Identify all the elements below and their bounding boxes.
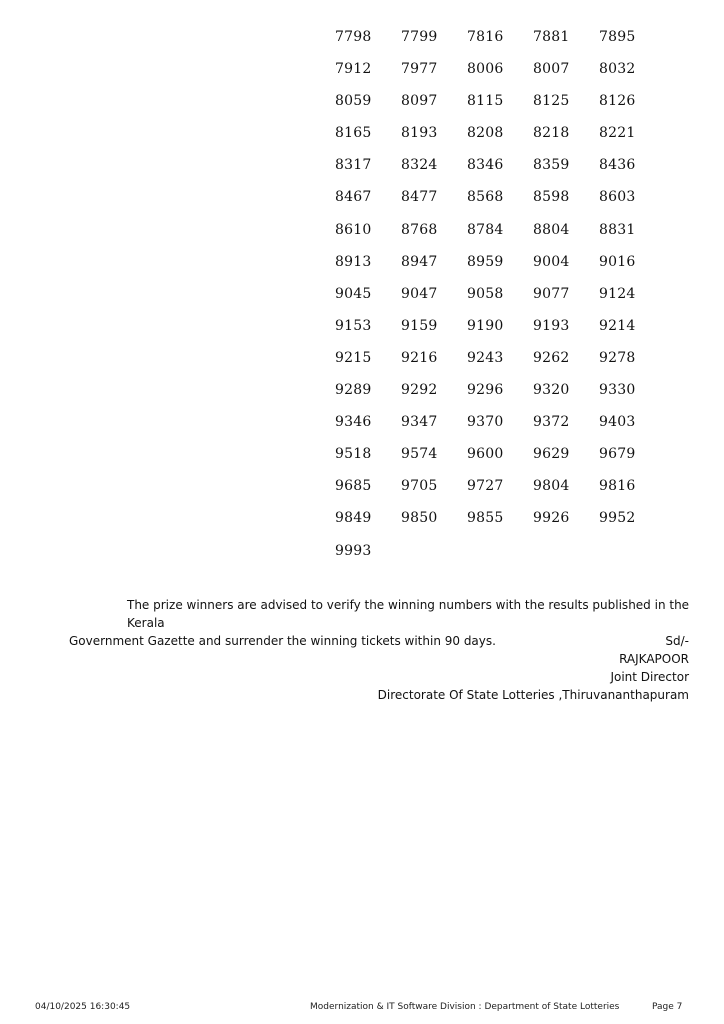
winning-number: 9159 — [401, 317, 438, 334]
winning-number: 8125 — [533, 93, 570, 110]
winning-number: 9372 — [533, 414, 570, 431]
winning-number: 9855 — [467, 510, 504, 527]
winning-number: 8359 — [533, 157, 570, 174]
winning-number: 9216 — [401, 349, 438, 366]
winning-number: 8059 — [335, 93, 372, 110]
winning-number: 9952 — [599, 510, 636, 527]
winning-number: 9320 — [533, 382, 570, 399]
signature-block — [378, 632, 689, 704]
page-footer — [0, 1000, 724, 1014]
winning-number: 8317 — [335, 157, 372, 174]
winning-number: 9004 — [533, 253, 570, 270]
winning-number: 9993 — [335, 542, 372, 559]
winning-number: 8568 — [467, 189, 504, 206]
winning-number: 9190 — [467, 317, 504, 334]
number-row — [335, 542, 665, 574]
number-row — [335, 445, 665, 477]
winning-number: 9289 — [335, 382, 372, 399]
winning-number: 9346 — [335, 414, 372, 431]
number-row — [335, 349, 665, 381]
number-row — [335, 477, 665, 509]
winning-number: 9370 — [467, 414, 504, 431]
winning-number: 8126 — [599, 93, 636, 110]
winning-number: 8324 — [401, 157, 438, 174]
signatory-office: Directorate Of State Lotteries ,Thiruvananthapuram — [377, 688, 689, 702]
winning-number: 9262 — [533, 349, 570, 366]
winning-number: 8007 — [533, 61, 570, 78]
winning-number: 8603 — [599, 189, 636, 206]
number-row — [335, 156, 665, 188]
footer-datetime: 04/10/2025 16:30:45 — [35, 1002, 131, 1012]
winning-number: 7977 — [401, 61, 438, 78]
number-row — [335, 317, 665, 349]
winning-number: 9629 — [533, 446, 570, 463]
winning-number: 8097 — [401, 93, 438, 110]
winning-number: 8165 — [335, 125, 372, 142]
winning-number: 7798 — [335, 29, 372, 45]
winning-number: 9816 — [599, 478, 636, 495]
winning-number: 8804 — [533, 221, 570, 238]
winning-number: 8208 — [467, 125, 504, 142]
winning-number: 8831 — [599, 221, 636, 238]
winning-number: 9347 — [401, 414, 438, 431]
winning-number: 9849 — [335, 510, 372, 527]
winning-number: 8193 — [401, 125, 438, 142]
winning-number: 9193 — [533, 317, 570, 334]
winning-number: 9215 — [335, 349, 372, 366]
winning-number: 9058 — [467, 285, 504, 302]
winning-number: 8006 — [467, 61, 504, 78]
winning-number: 9077 — [533, 285, 570, 302]
winning-number: 9278 — [599, 349, 636, 366]
winning-number: 8221 — [599, 125, 636, 142]
number-row — [335, 92, 665, 124]
winning-number: 9330 — [599, 382, 636, 399]
signature-sd: Sd/- — [665, 634, 689, 648]
number-row — [335, 124, 665, 156]
winning-number: 9574 — [401, 446, 438, 463]
winning-number: 9243 — [467, 349, 504, 366]
winning-number: 9292 — [401, 382, 438, 399]
winning-number: 9804 — [533, 478, 570, 495]
signatory-designation: Joint Director — [610, 670, 689, 684]
notice-line-1: The prize winners are advised to verify the winning numbers with the results published in the Kerala — [127, 598, 690, 630]
number-row — [335, 221, 665, 253]
number-row — [335, 188, 665, 220]
winning-number: 9124 — [599, 285, 636, 302]
winning-number: 9153 — [335, 317, 372, 334]
winning-number: 8467 — [335, 189, 372, 206]
number-row — [335, 28, 665, 60]
winning-number: 8959 — [467, 253, 504, 270]
winning-number: 8768 — [401, 221, 438, 238]
winning-number: 7816 — [467, 29, 504, 45]
footer-division: Modernization & IT Software Division : Department of State Lotteries — [310, 1002, 620, 1012]
winning-number: 9045 — [335, 285, 372, 302]
winning-number: 8913 — [335, 253, 372, 270]
winning-number: 9727 — [467, 478, 504, 495]
winning-number: 9296 — [467, 382, 504, 399]
winning-number: 8115 — [467, 93, 504, 110]
number-row — [335, 285, 665, 317]
winning-number: 8032 — [599, 61, 636, 78]
winning-number: 7799 — [401, 29, 438, 45]
winning-number: 8436 — [599, 157, 636, 174]
signatory-name: RAJKAPOOR — [619, 652, 689, 666]
winning-number: 9600 — [467, 446, 504, 463]
winning-number: 8610 — [335, 221, 372, 238]
winning-number: 8477 — [401, 189, 438, 206]
winning-number: 8346 — [467, 157, 504, 174]
winning-number: 8784 — [467, 221, 504, 238]
winning-number: 7895 — [599, 29, 636, 45]
winning-number: 9926 — [533, 510, 570, 527]
number-row — [335, 413, 665, 445]
winning-number: 8598 — [533, 189, 570, 206]
number-row — [335, 381, 665, 413]
number-row — [335, 253, 665, 285]
winning-number: 9403 — [599, 414, 636, 431]
footer-page-number: Page 7 — [652, 1002, 683, 1012]
winning-numbers-grid — [335, 28, 665, 574]
number-row — [335, 509, 665, 541]
number-row — [335, 60, 665, 92]
winning-number: 8218 — [533, 125, 570, 142]
winning-number: 9685 — [335, 478, 372, 495]
winning-number: 7912 — [335, 61, 372, 78]
winning-number: 9850 — [401, 510, 438, 527]
winning-number: 9679 — [599, 446, 636, 463]
winning-number: 9518 — [335, 446, 372, 463]
winning-number: 9214 — [599, 317, 636, 334]
winning-number: 8947 — [401, 253, 438, 270]
winning-number: 9705 — [401, 478, 438, 495]
notice-line-2: Government Gazette and surrender the winning tickets within 90 days. — [69, 634, 496, 648]
winning-number: 7881 — [533, 29, 570, 45]
winning-number: 9047 — [401, 285, 438, 302]
winning-number: 9016 — [599, 253, 636, 270]
